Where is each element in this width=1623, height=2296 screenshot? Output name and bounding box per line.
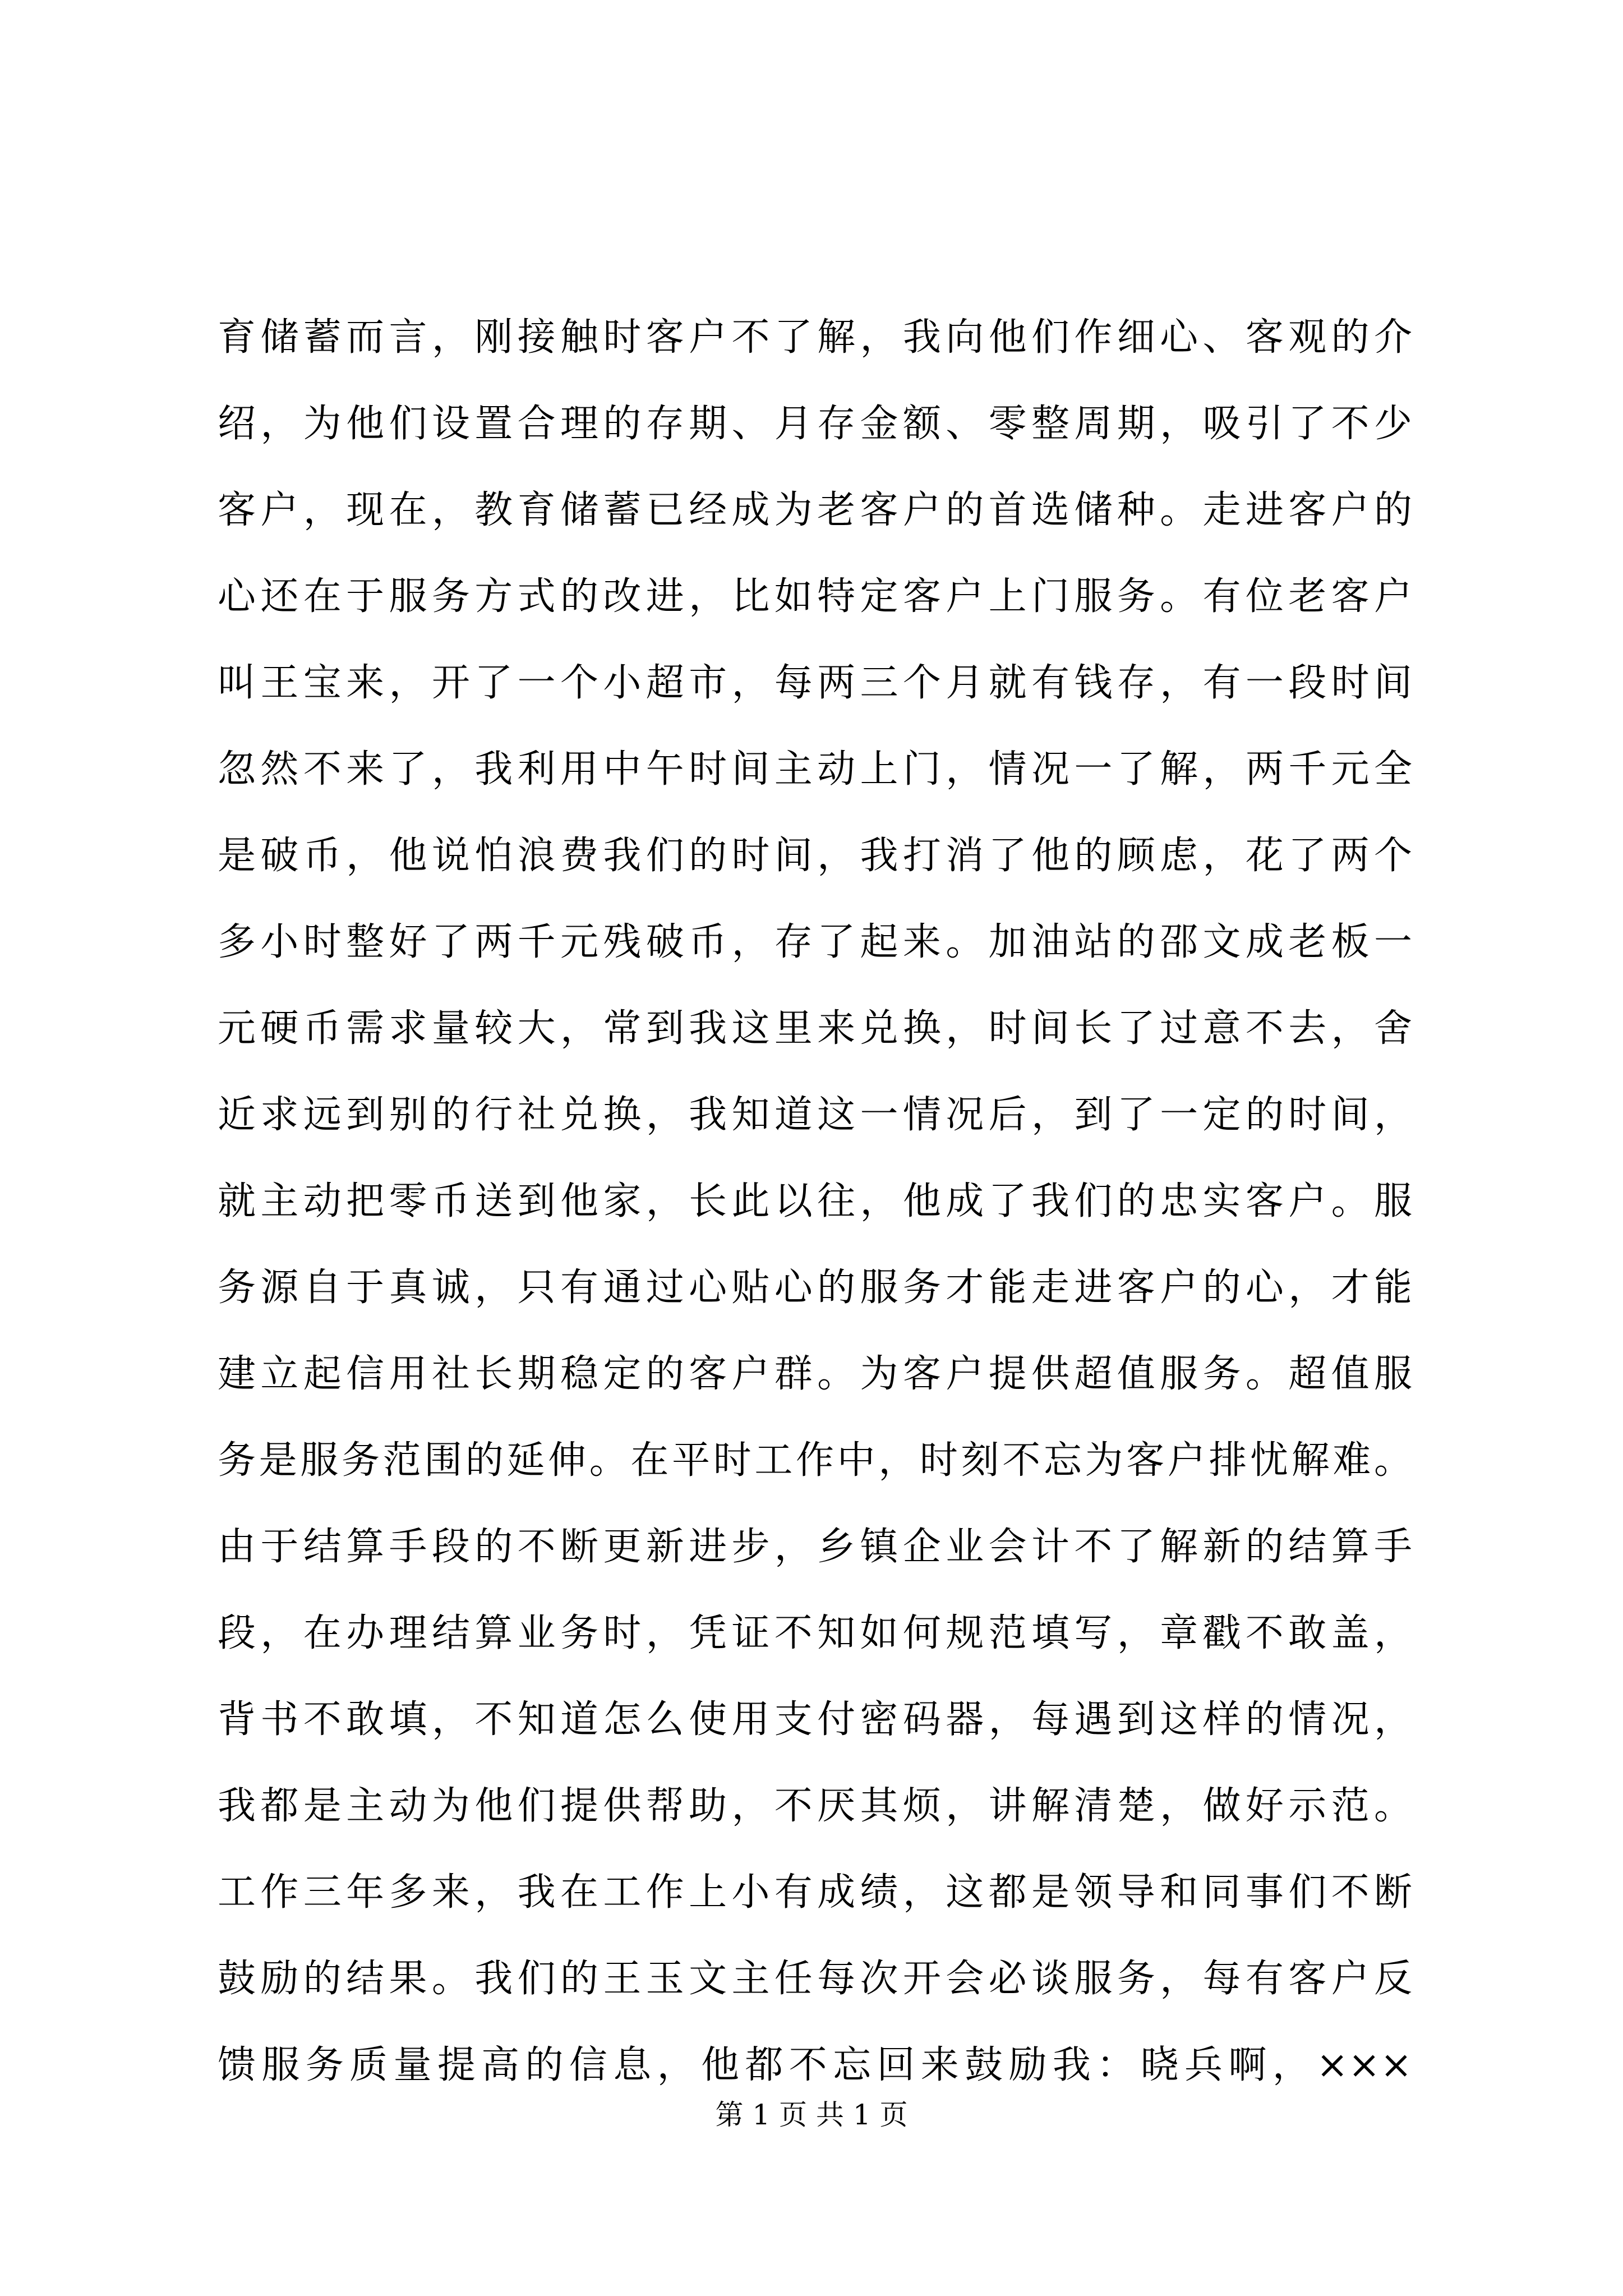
text-line: 就主动把零币送到他家，长此以往，他成了我们的忠实客户。服 xyxy=(218,1179,1412,1223)
text-line: 工作三年多来，我在工作上小有成绩，这都是领导和同事们不断 xyxy=(218,1870,1412,1915)
text-line: 客户，现在，教育储蓄已经成为老客户的首选储种。走进客户的 xyxy=(218,488,1412,532)
text-line: 育储蓄而言，刚接触时客户不了解，我向他们作细心、客观的介 xyxy=(218,315,1412,360)
text-line: 务源自于真诚，只有通过心贴心的服务才能走进客户的心，才能 xyxy=(218,1266,1412,1310)
text-line: 背书不敢填，不知道怎么使用支付密码器，每遇到这样的情况， xyxy=(218,1697,1412,1742)
text-line: 鼓励的结果。我们的王玉文主任每次开会必谈服务，每有客户反 xyxy=(218,1957,1412,2001)
body-text xyxy=(218,295,1412,2109)
text-line: 绍，为他们设置合理的存期、月存金额、零整周期，吸引了不少 xyxy=(218,402,1412,446)
page-footer: 第 1 页 共 1 页 xyxy=(715,2099,908,2131)
text-line: 由于结算手段的不断更新进步，乡镇企业会计不了解新的结算手 xyxy=(218,1525,1412,1569)
text-line: 忽然不来了，我利用中午时间主动上门，情况一了解，两千元全 xyxy=(218,747,1412,792)
text-line: 近求远到别的行社兑换，我知道这一情况后，到了一定的时间， xyxy=(218,1093,1412,1137)
text-line: 叫王宝来，开了一个小超市，每两三个月就有钱存，有一段时间 xyxy=(218,661,1412,705)
text-line: 元硬币需求量较大，常到我这里来兑换，时间长了过意不去，舍 xyxy=(218,1006,1412,1051)
text-line: 务是服务范围的延伸。在平时工作中，时刻不忘为客户排忧解难。 xyxy=(218,1438,1412,1483)
text-line: 心还在于服务方式的改进，比如特定客户上门服务。有位老客户 xyxy=(218,574,1412,619)
text-line: 我都是主动为他们提供帮助，不厌其烦，讲解清楚，做好示范。 xyxy=(218,1784,1412,1828)
text-line: 多小时整好了两千元残破币，存了起来。加油站的邵文成老板一 xyxy=(218,920,1412,964)
text-line: 馈服务质量提高的信息，他都不忘回来鼓励我：晓兵啊，××× xyxy=(218,2043,1412,2087)
text-line: 建立起信用社长期稳定的客户群。为客户提供超值服务。超值服 xyxy=(218,1352,1412,1396)
text-line: 是破币，他说怕浪费我们的时间，我打消了他的顾虑，花了两个 xyxy=(218,834,1412,878)
text-line: 段，在办理结算业务时，凭证不知如何规范填写，章戳不敢盖， xyxy=(218,1611,1412,1655)
